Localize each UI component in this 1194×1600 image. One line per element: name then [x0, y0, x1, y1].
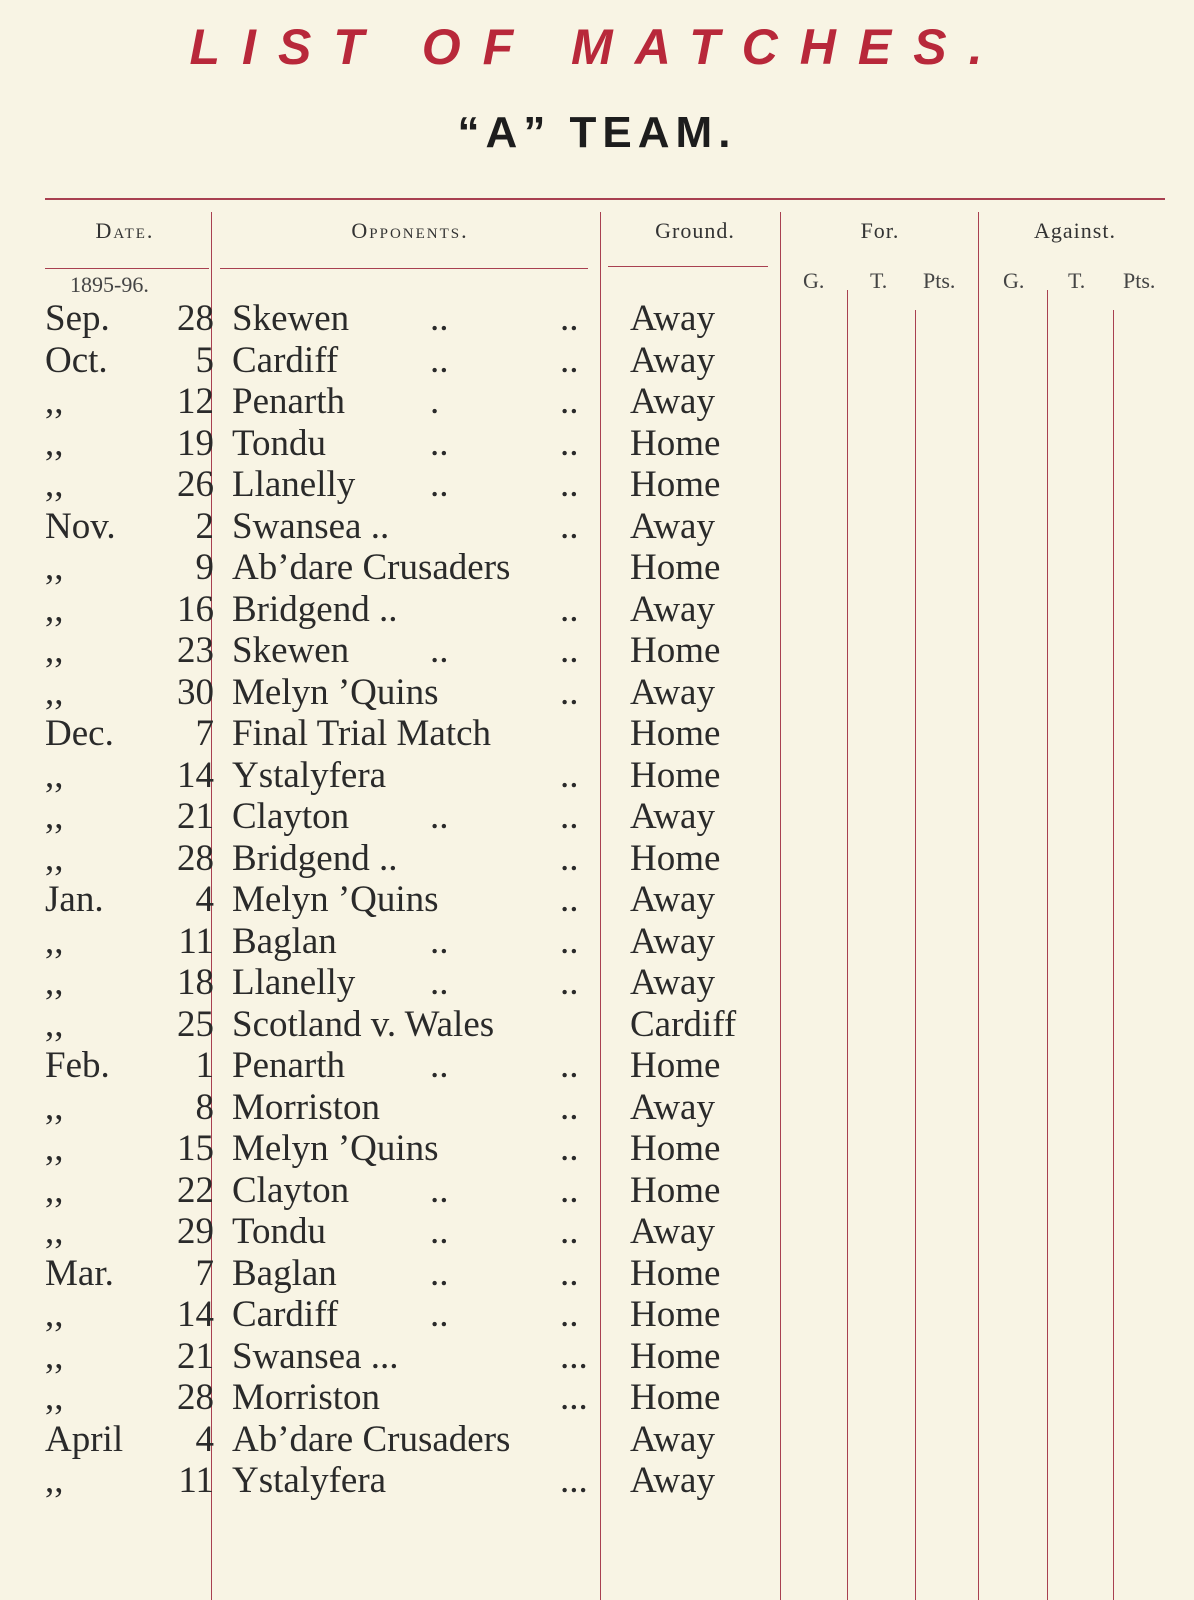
fixture-month: ,,	[45, 1294, 64, 1335]
leader-dots: ..	[560, 1294, 579, 1335]
fixture-opponent: Ystalyfera	[232, 1460, 387, 1501]
fixture-ground: Home	[630, 422, 721, 464]
fixture-row	[0, 1128, 1194, 1170]
fixture-ground: Cardiff	[630, 1003, 737, 1045]
fixture-row	[0, 672, 1194, 714]
leader-dots: ...	[560, 1460, 588, 1501]
leader-dots: ..	[560, 630, 579, 671]
fixture-day: 28	[177, 298, 214, 339]
header-underline-opponents	[220, 268, 588, 269]
fixture-opponent: Baglan	[232, 1252, 337, 1294]
fixture-row	[0, 464, 1194, 506]
fixture-opponent: Scotland v. Wales	[232, 1003, 495, 1045]
against-tries-header: T.	[1068, 268, 1086, 293]
fixture-ground: Home	[630, 1128, 721, 1169]
fixture-ground: Away	[630, 1086, 715, 1128]
fixture-opponent: Ab’dare Crusaders	[232, 1418, 511, 1460]
header-for: For.	[860, 218, 900, 243]
fixture-ground: Away	[630, 1460, 715, 1501]
fixture-ground: Home	[630, 464, 721, 505]
fixture-ground: Home	[630, 630, 721, 671]
fixture-opponent: Skewen	[232, 298, 350, 339]
fixture-row	[0, 298, 1194, 340]
fixture-row	[0, 838, 1194, 880]
fixture-row	[0, 713, 1194, 755]
fixture-ground: Away	[630, 588, 715, 630]
fixture-opponent: Llanelly	[232, 962, 356, 1003]
fixture-month: April	[45, 1418, 124, 1460]
leader-dots: ...	[560, 1335, 588, 1377]
fixture-day: 7	[195, 1252, 214, 1294]
page-subtitle: “A” TEAM.	[457, 108, 737, 157]
fixture-month: ,,	[45, 1003, 64, 1045]
fixture-ground: Home	[630, 713, 721, 754]
fixture-row	[0, 1253, 1194, 1295]
fixture-row	[0, 1419, 1194, 1461]
against-goals-header: G.	[1003, 268, 1025, 293]
fixture-day: 16	[177, 588, 214, 630]
fixture-day: 11	[178, 920, 214, 962]
fixture-day: 4	[195, 879, 214, 920]
fixture-day: 21	[177, 796, 214, 837]
fixture-opponent: Clayton	[232, 1169, 350, 1211]
fixture-row	[0, 1460, 1194, 1502]
header-against: Against.	[1034, 218, 1116, 243]
leader-dots: ..	[430, 1045, 449, 1086]
fixture-month: Jan.	[45, 879, 104, 920]
fixture-ground: Home	[630, 547, 721, 588]
leader-dots: ..	[560, 754, 579, 796]
fixture-row	[0, 506, 1194, 548]
leader-dots: ..	[560, 1128, 579, 1169]
season-label: 1895-96.	[70, 272, 149, 297]
fixture-month: ,,	[45, 837, 64, 879]
fixture-row	[0, 1377, 1194, 1419]
fixture-row	[0, 1170, 1194, 1212]
fixture-opponent: Final Trial Match	[232, 713, 492, 754]
fixture-day: 28	[177, 837, 214, 879]
fixture-ground: Away	[630, 879, 715, 920]
fixture-ground: Home	[630, 837, 721, 879]
fixture-month: ,,	[45, 920, 64, 962]
fixture-month: ,,	[45, 1169, 64, 1211]
fixture-day: 11	[178, 1460, 214, 1501]
fixture-ground: Home	[630, 1045, 721, 1086]
fixture-ground: Home	[630, 1335, 721, 1377]
leader-dots: ..	[560, 962, 579, 1003]
fixture-opponent: Baglan	[232, 920, 337, 962]
top-rule	[45, 198, 1165, 200]
leader-dots: ..	[430, 630, 449, 671]
page-title: LIST OF MATCHES.	[189, 19, 1005, 75]
leader-dots: ..	[560, 339, 579, 381]
leader-dots: ..	[430, 1294, 449, 1335]
for-points-header: Pts.	[923, 268, 956, 293]
fixture-opponent: Swansea ...	[232, 1335, 399, 1377]
fixture-day: 8	[195, 1086, 214, 1128]
fixture-opponent: Cardiff	[232, 1294, 339, 1335]
fixture-day: 2	[195, 505, 214, 547]
fixture-day: 1	[195, 1045, 214, 1086]
fixture-row	[0, 589, 1194, 631]
leader-dots: ..	[430, 920, 449, 962]
fixture-month: ,,	[45, 422, 64, 464]
fixture-month: ,,	[45, 1086, 64, 1128]
fixture-day: 9	[195, 547, 214, 588]
fixture-row	[0, 962, 1194, 1004]
fixture-day: 15	[177, 1128, 214, 1169]
fixture-ground: Away	[630, 381, 715, 422]
leader-dots: ..	[430, 298, 449, 339]
leader-dots: ..	[560, 588, 579, 630]
fixture-opponent: Melyn ’Quins	[232, 1128, 439, 1169]
fixture-row	[0, 1087, 1194, 1129]
fixture-opponent: Penarth	[232, 1045, 346, 1086]
fixture-opponent: Tondu	[232, 422, 327, 464]
fixture-ground: Away	[630, 920, 715, 962]
fixture-opponent: Melyn ’Quins	[232, 879, 439, 920]
fixture-day: 28	[177, 1377, 214, 1418]
fixture-day: 26	[177, 464, 214, 505]
fixture-row	[0, 879, 1194, 921]
leader-dots: ..	[430, 422, 449, 464]
fixture-day: 22	[177, 1169, 214, 1211]
fixture-row	[0, 921, 1194, 963]
fixture-month: Feb.	[45, 1045, 110, 1086]
fixture-opponent: Penarth	[232, 381, 346, 422]
fixture-day: 29	[177, 1211, 214, 1252]
fixture-opponent: Clayton	[232, 796, 350, 837]
fixture-month: ,,	[45, 1460, 64, 1501]
leader-dots: ..	[560, 1045, 579, 1086]
leader-dots: ..	[560, 422, 579, 464]
leader-dots: ..	[430, 1169, 449, 1211]
fixture-row	[0, 547, 1194, 589]
fixture-ground: Away	[630, 505, 715, 547]
fixture-row	[0, 796, 1194, 838]
fixture-ground: Away	[630, 962, 715, 1003]
leader-dots: ..	[430, 1252, 449, 1294]
fixture-ground: Home	[630, 1252, 721, 1294]
fixture-opponent: Skewen	[232, 630, 350, 671]
fixture-ground: Home	[630, 1294, 721, 1335]
fixture-opponent: Tondu	[232, 1211, 327, 1252]
fixture-month: ,,	[45, 547, 64, 588]
header-opponents: Opponents.	[351, 218, 469, 243]
fixture-ground: Away	[630, 796, 715, 837]
fixture-month: ,,	[45, 962, 64, 1003]
fixture-row	[0, 381, 1194, 423]
leader-dots: ..	[560, 837, 579, 879]
leader-dots: ..	[560, 298, 579, 339]
leader-dots: ..	[560, 920, 579, 962]
fixture-row	[0, 1336, 1194, 1378]
fixture-opponent: Llanelly	[232, 464, 356, 505]
fixture-day: 19	[177, 422, 214, 464]
leader-dots: ..	[560, 1211, 579, 1252]
fixture-month: Dec.	[45, 713, 114, 754]
fixture-row	[0, 1045, 1194, 1087]
leader-dots: ..	[560, 796, 579, 837]
fixture-day: 12	[177, 381, 214, 422]
against-points-header: Pts.	[1123, 268, 1156, 293]
leader-dots: ..	[560, 1169, 579, 1211]
fixture-day: 4	[195, 1418, 214, 1460]
fixture-day: 21	[177, 1335, 214, 1377]
fixture-row	[0, 1294, 1194, 1336]
fixture-month: Nov.	[45, 505, 116, 547]
leader-dots: ..	[560, 671, 579, 713]
fixture-day: 25	[177, 1003, 214, 1045]
leader-dots: ..	[560, 381, 579, 422]
fixture-row	[0, 423, 1194, 465]
fixture-row	[0, 630, 1194, 672]
fixture-day: 14	[177, 1294, 214, 1335]
fixture-opponent: Melyn ’Quins	[232, 671, 439, 713]
fixture-row	[0, 755, 1194, 797]
fixture-ground: Away	[630, 1211, 715, 1252]
fixture-opponent: Ystalyfera	[232, 754, 387, 796]
leader-dots: ..	[430, 339, 449, 381]
fixture-day: 5	[195, 339, 214, 381]
fixture-opponent: Morriston	[232, 1377, 380, 1418]
leader-dots: ..	[430, 464, 449, 505]
fixture-row	[0, 1211, 1194, 1253]
leader-dots: ..	[430, 962, 449, 1003]
leader-dots: ..	[560, 464, 579, 505]
fixture-day: 30	[177, 671, 214, 713]
header-ground: Ground.	[655, 218, 735, 243]
leader-dots: ..	[560, 1086, 579, 1128]
fixture-day: 23	[177, 630, 214, 671]
fixture-day: 14	[177, 754, 214, 796]
header-underline-ground	[608, 266, 768, 267]
fixture-opponent: Cardiff	[232, 339, 339, 381]
fixture-ground: Home	[630, 1377, 721, 1418]
leader-dots: ..	[560, 1252, 579, 1294]
fixture-month: ,,	[45, 1335, 64, 1377]
fixture-month: Sep.	[45, 298, 110, 339]
fixture-row	[0, 340, 1194, 382]
for-tries-header: T.	[870, 268, 888, 293]
fixture-row	[0, 1004, 1194, 1046]
header-underline-date	[45, 268, 209, 269]
fixture-month: ,,	[45, 381, 64, 422]
fixture-month: ,,	[45, 464, 64, 505]
leader-dots: .	[430, 381, 440, 422]
fixture-ground: Away	[630, 298, 715, 339]
fixture-opponent: Morriston	[232, 1086, 380, 1128]
header-date: Date.	[95, 218, 155, 243]
leader-dots: ..	[430, 796, 449, 837]
fixture-month: ,,	[45, 1377, 64, 1418]
fixture-month: ,,	[45, 1128, 64, 1169]
fixture-month: ,,	[45, 588, 64, 630]
leader-dots: ..	[560, 879, 579, 920]
fixture-month: ,,	[45, 796, 64, 837]
fixture-month: ,,	[45, 1211, 64, 1252]
leader-dots: ...	[560, 1377, 588, 1418]
fixture-opponent: Swansea ..	[232, 505, 390, 547]
fixture-month: ,,	[45, 630, 64, 671]
fixture-ground: Away	[630, 671, 715, 713]
fixture-ground: Home	[630, 754, 721, 796]
fixture-month: ,,	[45, 754, 64, 796]
fixture-ground: Away	[630, 1418, 715, 1460]
fixture-month: ,,	[45, 671, 64, 713]
leader-dots: ..	[430, 1211, 449, 1252]
fixture-opponent: Bridgend ..	[232, 837, 398, 879]
fixture-day: 18	[177, 962, 214, 1003]
fixture-opponent: Bridgend ..	[232, 588, 398, 630]
fixture-month: Mar.	[45, 1252, 114, 1294]
fixture-day: 7	[195, 713, 214, 754]
fixture-ground: Home	[630, 1169, 721, 1211]
fixture-ground: Away	[630, 339, 715, 381]
for-goals-header: G.	[803, 268, 825, 293]
fixture-opponent: Ab’dare Crusaders	[232, 547, 511, 588]
fixture-month: Oct.	[45, 339, 108, 381]
leader-dots: ..	[560, 505, 579, 547]
